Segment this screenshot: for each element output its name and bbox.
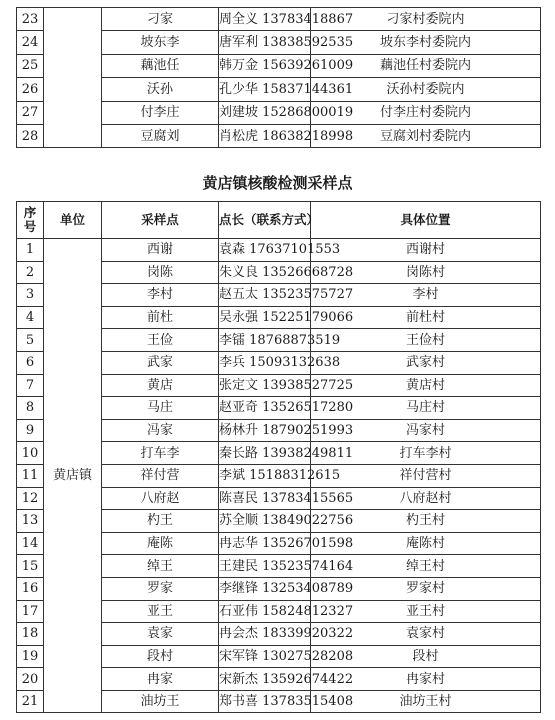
row-no: 26 bbox=[17, 78, 44, 101]
unit-cell: 黄店镇 bbox=[44, 239, 102, 713]
row-site: 打车李 bbox=[102, 442, 219, 465]
row-location: 袁家村 bbox=[311, 623, 541, 646]
row-leader: 韩万金 15639261009 bbox=[219, 54, 311, 77]
row-site: 庵陈 bbox=[102, 532, 219, 555]
row-location: 武家村 bbox=[311, 351, 541, 374]
row-site: 油坊王 bbox=[102, 690, 219, 713]
row-leader: 陈喜民 13783415565 bbox=[219, 487, 311, 510]
row-location: 亚王村 bbox=[311, 600, 541, 623]
row-site: 岗陈 bbox=[102, 261, 219, 284]
row-site: 冉家 bbox=[102, 668, 219, 691]
header-location: 具体位置 bbox=[311, 202, 541, 239]
row-location: 沃孙村委院内 bbox=[311, 78, 541, 101]
row-location: 八府赵村 bbox=[311, 487, 541, 510]
unit-cell bbox=[44, 8, 102, 148]
row-no: 16 bbox=[17, 577, 44, 600]
row-no: 4 bbox=[17, 306, 44, 329]
row-no: 19 bbox=[17, 645, 44, 668]
row-no: 24 bbox=[17, 31, 44, 54]
row-site: 豆腐刘 bbox=[102, 124, 219, 147]
row-location: 坡东李村委院内 bbox=[311, 31, 541, 54]
row-location: 祥付营村 bbox=[311, 464, 541, 487]
top-table-body bbox=[17, 8, 541, 148]
row-location: 黄店村 bbox=[311, 374, 541, 397]
row-location: 西谢村 bbox=[311, 239, 541, 262]
row-no: 23 bbox=[17, 8, 44, 31]
header-no-line2: 号 bbox=[23, 219, 37, 234]
row-location: 绰王村 bbox=[311, 555, 541, 578]
row-site: 祥付营 bbox=[102, 464, 219, 487]
row-site: 前杜 bbox=[102, 306, 219, 329]
row-no: 10 bbox=[17, 442, 44, 465]
row-location: 段村 bbox=[311, 645, 541, 668]
row-leader: 周全义 13783418867 bbox=[219, 8, 311, 31]
row-site: 八府赵 bbox=[102, 487, 219, 510]
huangdian-sampling-table bbox=[16, 201, 541, 713]
row-no: 2 bbox=[17, 261, 44, 284]
header-no-line1: 序 bbox=[23, 205, 37, 221]
section-title: 黄店镇核酸检测采样点 bbox=[202, 174, 353, 192]
row-no: 20 bbox=[17, 668, 44, 691]
row-no: 27 bbox=[17, 101, 44, 124]
row-leader: 吴永强 15225179066 bbox=[219, 306, 311, 329]
row-site: 武家 bbox=[102, 351, 219, 374]
row-location: 前杜村 bbox=[311, 306, 541, 329]
row-site: 马庄 bbox=[102, 397, 219, 420]
row-no: 15 bbox=[17, 555, 44, 578]
row-no: 7 bbox=[17, 374, 44, 397]
row-leader: 石亚伟 15824812327 bbox=[219, 600, 311, 623]
row-no: 25 bbox=[17, 54, 44, 77]
row-leader: 郑书喜 13783515408 bbox=[219, 690, 311, 713]
header-site: 采样点 bbox=[102, 202, 219, 239]
row-no: 9 bbox=[17, 419, 44, 442]
row-leader: 宋新杰 13592674422 bbox=[219, 668, 311, 691]
row-site: 段村 bbox=[102, 645, 219, 668]
row-site: 西谢 bbox=[102, 239, 219, 262]
row-site: 冯家 bbox=[102, 419, 219, 442]
row-location: 杓王村 bbox=[311, 510, 541, 533]
row-location: 冯家村 bbox=[311, 419, 541, 442]
row-no: 12 bbox=[17, 487, 44, 510]
row-no: 1 bbox=[17, 239, 44, 262]
row-site: 付李庄 bbox=[102, 101, 219, 124]
row-site: 绰王 bbox=[102, 555, 219, 578]
row-site: 刁家 bbox=[102, 8, 219, 31]
row-location: 冉家村 bbox=[311, 668, 541, 691]
row-site: 亚王 bbox=[102, 600, 219, 623]
row-leader: 李继锋 13253408789 bbox=[219, 577, 311, 600]
row-location: 庵陈村 bbox=[311, 532, 541, 555]
row-site: 王俭 bbox=[102, 329, 219, 352]
row-no: 28 bbox=[17, 124, 44, 147]
row-no: 13 bbox=[17, 510, 44, 533]
header-leader: 点长（联系方式） bbox=[219, 202, 311, 239]
row-location: 付李庄村委院内 bbox=[311, 101, 541, 124]
row-leader: 冉志华 13526701598 bbox=[219, 532, 311, 555]
row-no: 21 bbox=[17, 690, 44, 713]
row-leader: 赵五太 13523575727 bbox=[219, 284, 311, 307]
row-leader: 李镭 18768873519 bbox=[219, 329, 311, 352]
row-location: 刁家村委院内 bbox=[311, 8, 541, 31]
row-leader: 肖松虎 18638218998 bbox=[219, 124, 311, 147]
row-site: 李村 bbox=[102, 284, 219, 307]
top-sampling-table bbox=[16, 7, 541, 148]
row-leader: 宋军锋 13027528208 bbox=[219, 645, 311, 668]
row-site: 黄店 bbox=[102, 374, 219, 397]
row-leader: 赵亚奇 13526517280 bbox=[219, 397, 311, 420]
row-leader: 袁森 17637101553 bbox=[219, 239, 311, 262]
header-no bbox=[17, 202, 44, 239]
row-leader: 唐军利 13838592535 bbox=[219, 31, 311, 54]
row-no: 6 bbox=[17, 351, 44, 374]
row-no: 5 bbox=[17, 329, 44, 352]
row-leader: 李兵 15093132638 bbox=[219, 351, 311, 374]
row-location: 马庄村 bbox=[311, 397, 541, 420]
row-site: 坡东李 bbox=[102, 31, 219, 54]
row-site: 藕池任 bbox=[102, 54, 219, 77]
row-site: 沃孙 bbox=[102, 78, 219, 101]
row-location: 岗陈村 bbox=[311, 261, 541, 284]
row-leader: 杨林升 18790251993 bbox=[219, 419, 311, 442]
header-row bbox=[17, 202, 541, 239]
row-location: 李村 bbox=[311, 284, 541, 307]
table-row bbox=[17, 239, 541, 262]
row-location: 藕池任村委院内 bbox=[311, 54, 541, 77]
row-leader: 王建民 13523574164 bbox=[219, 555, 311, 578]
row-no: 18 bbox=[17, 623, 44, 646]
row-no: 17 bbox=[17, 600, 44, 623]
row-site: 罗家 bbox=[102, 577, 219, 600]
main-table-body bbox=[17, 239, 541, 713]
row-leader: 冉会杰 18339920322 bbox=[219, 623, 311, 646]
row-site: 杓王 bbox=[102, 510, 219, 533]
row-leader: 秦长路 13938249811 bbox=[219, 442, 311, 465]
row-location: 王俭村 bbox=[311, 329, 541, 352]
row-leader: 孔少华 15837144361 bbox=[219, 78, 311, 101]
row-no: 8 bbox=[17, 397, 44, 420]
table-row bbox=[17, 8, 541, 31]
row-location: 豆腐刘村委院内 bbox=[311, 124, 541, 147]
row-leader: 李斌 15188312615 bbox=[219, 464, 311, 487]
row-leader: 刘建坡 15286800019 bbox=[219, 101, 311, 124]
row-no: 11 bbox=[17, 464, 44, 487]
row-no: 3 bbox=[17, 284, 44, 307]
row-location: 油坊王村 bbox=[311, 690, 541, 713]
row-leader: 张定文 13938527725 bbox=[219, 374, 311, 397]
row-location: 罗家村 bbox=[311, 577, 541, 600]
row-leader: 苏全顺 13849022756 bbox=[219, 510, 311, 533]
row-location: 打车李村 bbox=[311, 442, 541, 465]
header-unit: 单位 bbox=[44, 202, 102, 239]
row-site: 袁家 bbox=[102, 623, 219, 646]
row-leader: 朱义良 13526668728 bbox=[219, 261, 311, 284]
row-no: 14 bbox=[17, 532, 44, 555]
